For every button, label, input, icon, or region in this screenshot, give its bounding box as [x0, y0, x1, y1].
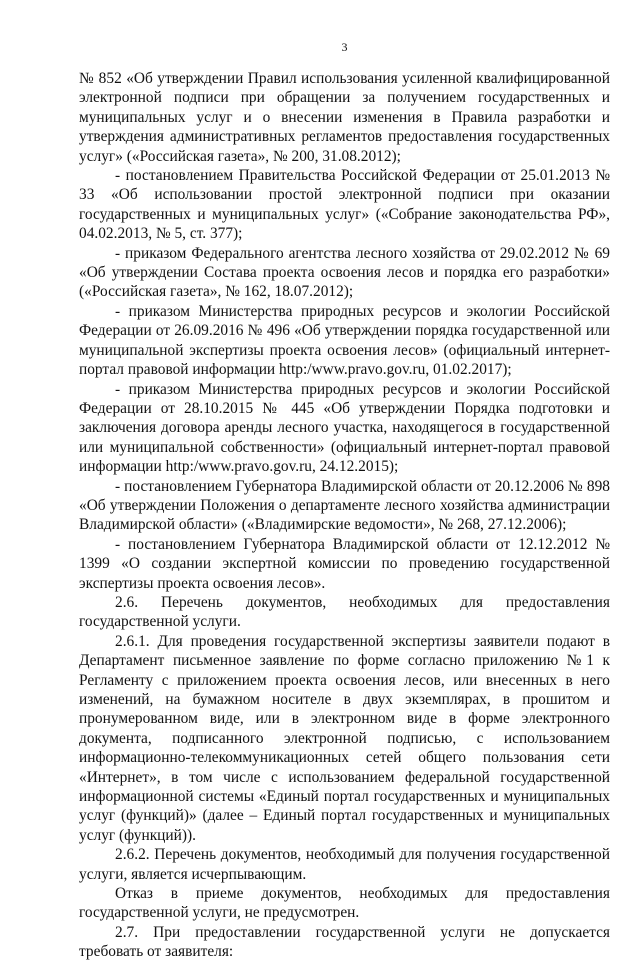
section-heading: 2.6. Перечень документов, необходимых для предоставления государственной услуги. [79, 593, 610, 631]
paragraph: - приказом Министерства природных ресурсов и экологии Российской Федерации от 28.10.2015 № 445 «Об утверждении Порядка подготовки и заключения договора аренды лесного участка, находящегося в государственной или муниципальной собственности» (официальный интернет-портал правовой информации http:/www.pravo.gov.ru, 24.12.2015); [79, 380, 610, 476]
paragraph: - постановлением Губернатора Владимирской области от 20.12.2006 № 898 «Об утверждении Положения о департаменте лесного хозяйства администрации Владимирской области» («Владимирские ведомости», № 268, 27.12.2006); [79, 477, 610, 534]
paragraph: 2.6.1. Для проведения государственной экспертизы заявители подают в Департамент письменное заявление по форме согласно приложению №1 к Регламенту с приложением проекта освоения лесов, или внесенных в него изменений, на бумажном носителе в двух экземплярах, в прошитом и пронумерованном виде, или в электронном виде в форме электронного документа, подписанного электронной подписью, с использованием информационно-телекоммуникационных сетей общего пользования сети «Интернет», в том числе с использованием федеральной государственной информационной системы «Единый портал государственных и муниципальных услуг (функций)» (далее – Единый портал государственных и муниципальных услуг (функций)). [79, 632, 610, 844]
paragraph: № 852 «Об утверждении Правил использования усиленной квалифицированной электронной подписи при обращении за получением государственных и муниципальных услуг и о внесении изменения в Правила разработки и утверждения административных регламентов предоставления государственных услуг» («Российская газета», № 200, 31.08.2012); [79, 70, 610, 165]
paragraph: - приказом Министерства природных ресурсов и экологии Российской Федерации от 26.09.2016 № 496 «Об утверждении порядка государственной или муниципальной экспертизы проекта освоения лесов» (официальный интернет-портал правовой информации http:/www.pravo.gov.ru, 01.02.2017); [79, 302, 610, 379]
paragraph: - приказом Федерального агентства лесного хозяйства от 29.02.2012 № 69 «Об утверждении Состава проекта освоения лесов и порядка его разработки» («Российская газета», № 162, 18.07.2012); [79, 244, 610, 301]
paragraph: Отказ в приеме документов, необходимых для предоставления государственной услуги, не предусмотрен. [79, 885, 610, 922]
paragraph: 2.7. При предоставлении государственной услуги не допускается требовать от заявителя: [79, 923, 610, 961]
paragraph: - постановлением Правительства Российской Федерации от 25.01.2013 № 33 «Об использовании простой электронной подписи при оказании государственных и муниципальных услуг» («Собрание законодательства РФ», 04.02.2013, № 5, ст. 377); [79, 167, 610, 243]
page-number: 3 [341, 40, 348, 54]
paragraph: - постановлением Губернатора Владимирской области от 12.12.2012 № 1399 «О создании экспертной комиссии по проведению государственной экспертизы проекта освоения лесов». [79, 535, 610, 592]
paragraph: 2.6.2. Перечень документов, необходимый для получения государственной услуги, является исчерпывающим. [79, 846, 610, 883]
